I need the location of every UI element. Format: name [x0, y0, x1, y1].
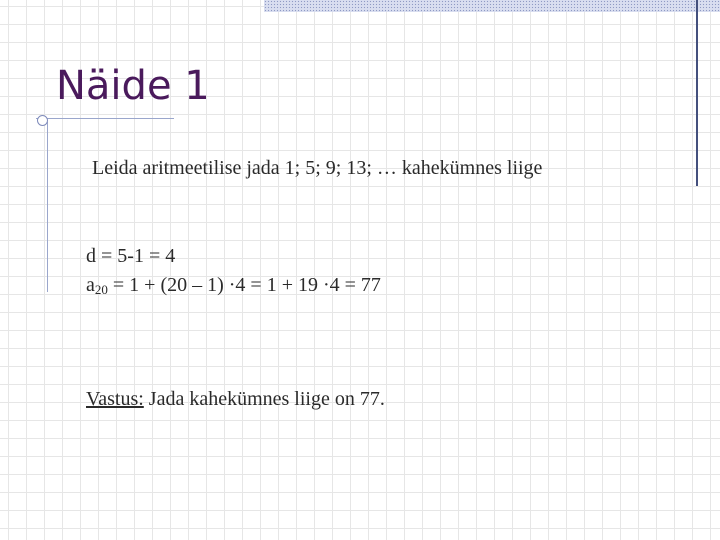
answer-label: Vastus:	[86, 388, 144, 410]
answer-line	[86, 388, 385, 411]
slide-title: Näide 1	[56, 63, 210, 109]
circle-ornament-icon	[37, 115, 48, 126]
decorative-top-bar	[264, 0, 720, 12]
title-underline	[36, 118, 174, 119]
term-subscript: 20	[94, 282, 108, 297]
decorative-left-rule	[47, 122, 48, 292]
task-statement: Leida aritmeetilise jada 1; 5; 9; 13; … kahekümnes liige	[92, 157, 543, 179]
difference-line: d = 5-1 = 4	[86, 245, 176, 267]
term-base: a	[86, 274, 95, 296]
answer-text: Jada kahekümnes liige on 77.	[143, 388, 385, 410]
term-expression: = 1 + (20 – 1) ·4 = 1 + 19 ·4 = 77	[107, 274, 381, 296]
nth-term-line	[86, 274, 381, 297]
decorative-right-rule	[696, 0, 698, 186]
